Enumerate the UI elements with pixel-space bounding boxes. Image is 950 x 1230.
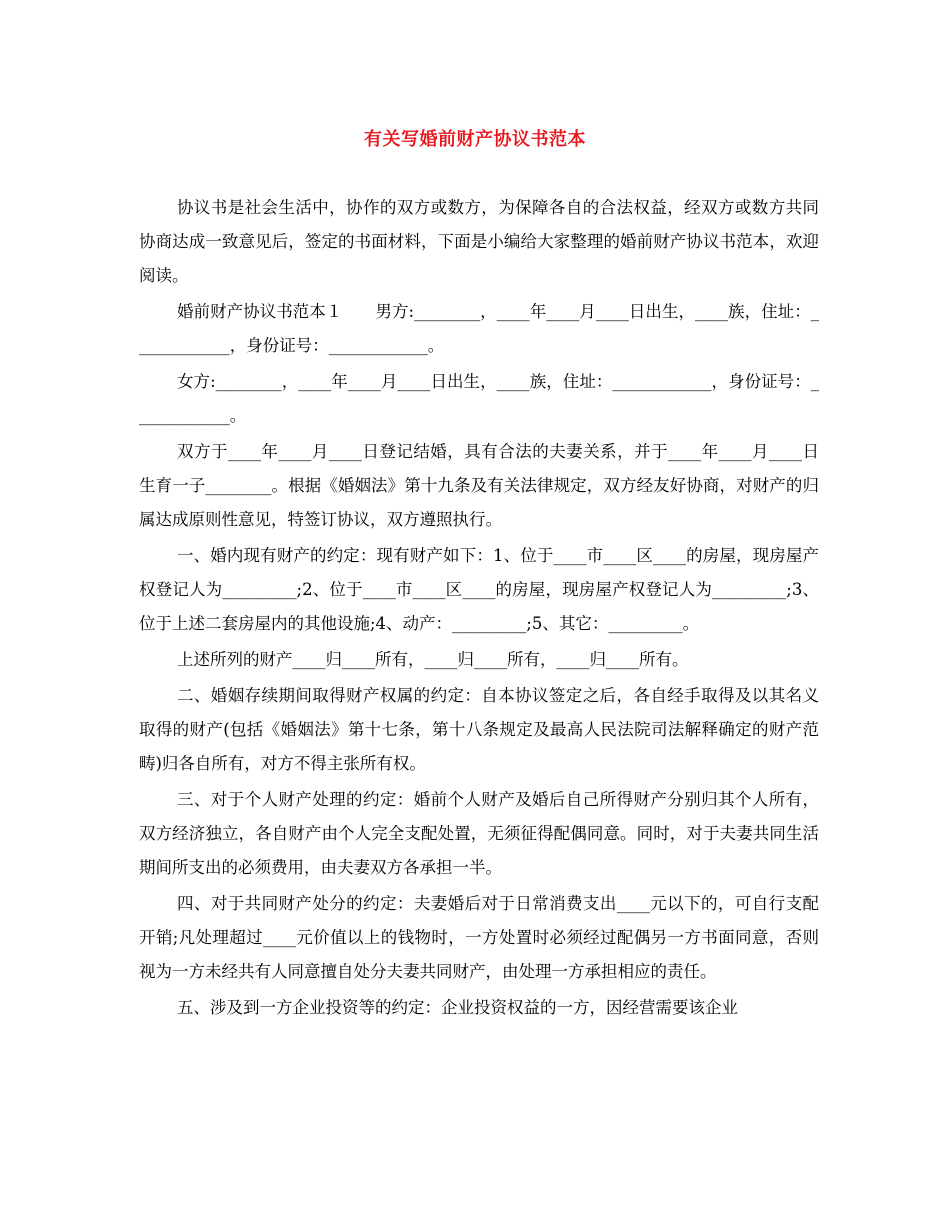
paragraph-marriage-registration: 双方于____年____月____日登记结婚，具有合法的夫妻关系，并于____年____月____日生育一子________。根据《婚姻法》第十九条及有关法律规定，双方经友好协商，对财产的归属达成原则性意见，特签订协议，双方遵照执行。 [139, 442, 819, 529]
paragraph-clause-3: 三、对于个人财产处理的约定：婚前个人财产及婚后自己所得财产分别归其个人所有，双方经济独立，各自财产由个人完全支配处置，无须征得配偶同意。同时，对于夫妻共同生活期间所支出的必须费用，由夫妻双方各承担一半。 [139, 790, 819, 877]
document-body [139, 191, 819, 1027]
paragraph-wife-info: 女方:________，____年____月____日出生，____族，住址：____________，身份证号：____________。 [139, 372, 819, 425]
paragraph-clause-1: 一、婚内现有财产的约定：现有财产如下：1、位于____市____区____的房屋，现房屋产权登记人为_________;2、位于____市____区____的房屋，现房屋产权登记人为_________;3、位于上述二套房屋内的其他设施;4、动产：_________;5、其它：_________。 [139, 546, 819, 633]
document-title: 有关写婚前财产协议书范本 [364, 129, 586, 150]
paragraph-property-allocation: 上述所列的财产____归____所有，____归____所有，____归____所有。 [177, 650, 689, 669]
paragraph-clause-2: 二、婚姻存续期间取得财产权属的约定：自本协议签定之后，各自经手取得及以其名义取得的财产(包括《婚姻法》第十七条，第十八条规定及最高人民法院司法解释确定的财产范畴)归各自所有，对方不得主张所有权。 [139, 686, 819, 773]
paragraph-clause-5: 五、涉及到一方企业投资等的约定：企业投资权益的一方，因经营需要该企业 [177, 998, 738, 1017]
paragraph-intro: 协议书是社会生活中，协作的双方或数方，为保障各自的合法权益，经双方或数方共同协商达成一致意见后，签定的书面材料，下面是小编给大家整理的婚前财产协议书范本，欢迎阅读。 [139, 198, 819, 285]
paragraph-husband-info: 婚前财产协议书范本１ 男方:________，____年____月____日出生，____族，住址：____________，身份证号：____________。 [139, 302, 819, 355]
paragraph-clause-4: 四、对于共同财产处分的约定：夫妻婚后对于日常消费支出____元以下的，可自行支配开销;凡处理超过____元价值以上的钱物时，一方处置时必须经过配偶另一方书面同意，否则视为一方未经共有人同意擅自处分夫妻共同财产，由处理一方承担相应的责任。 [139, 894, 819, 981]
